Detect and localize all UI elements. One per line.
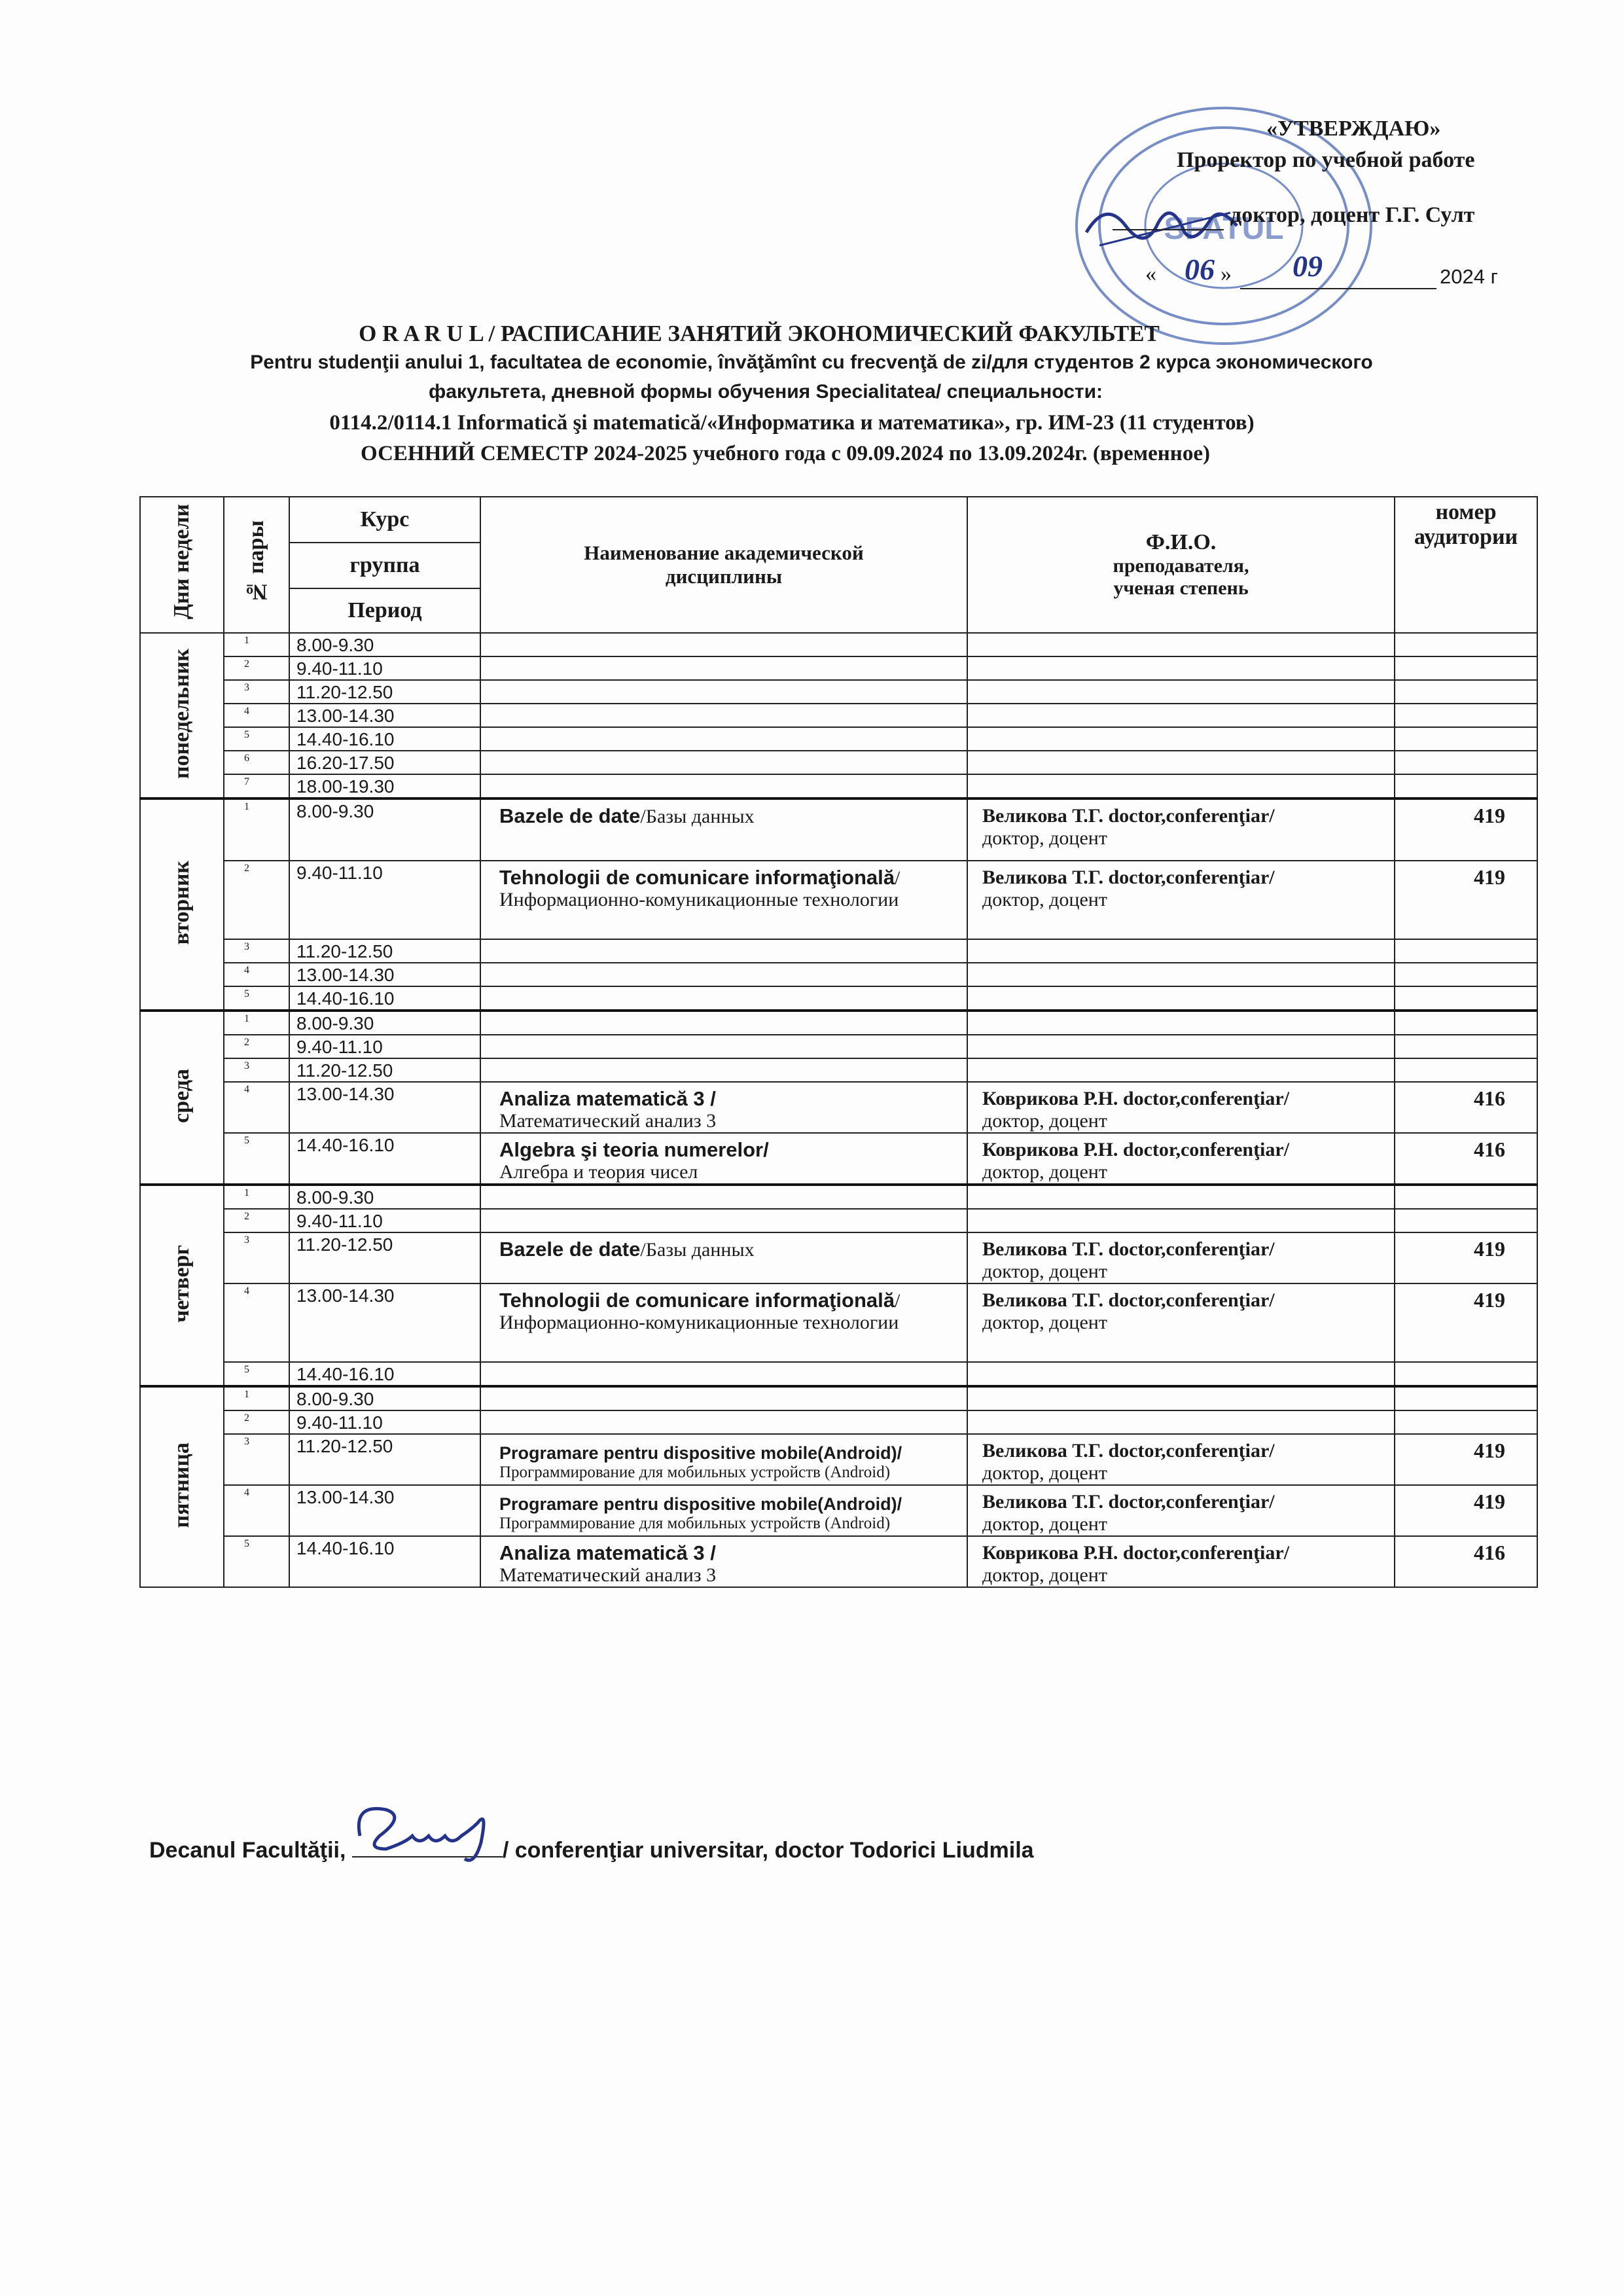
discipline-cell <box>480 861 967 939</box>
dean-signature <box>347 1797 517 1869</box>
teacher-cell <box>967 727 1395 751</box>
teacher-cell <box>967 1434 1395 1485</box>
day-cell <box>140 1011 224 1185</box>
table-row <box>140 1058 1537 1082</box>
pair-time: 14.40-16.10 <box>289 1362 480 1386</box>
day-cell <box>140 1386 224 1587</box>
table-row <box>140 1536 1537 1587</box>
teacher-degree: доктор, доцент <box>982 1110 1107 1132</box>
discipline-cell <box>480 1232 967 1283</box>
table-row <box>140 1082 1537 1133</box>
signature-underline <box>1113 229 1224 230</box>
pair-number: 2 <box>224 656 289 680</box>
teacher-cell <box>967 751 1395 774</box>
room-number: 419 <box>1395 798 1537 861</box>
pair-time: 9.40-11.10 <box>289 861 480 939</box>
room-number <box>1395 727 1537 751</box>
room-number <box>1395 1386 1537 1410</box>
approver-position: Проректор по учебной работе <box>1177 148 1475 172</box>
discipline-cell <box>480 680 967 704</box>
discipline-ro: Analiza matematică 3 / <box>499 1541 716 1564</box>
pair-time: 18.00-19.30 <box>289 774 480 798</box>
header-group: группа <box>289 543 480 588</box>
room-number: 419 <box>1395 861 1537 939</box>
schedule-table <box>139 496 1538 1588</box>
teacher-cell <box>967 1035 1395 1058</box>
table-row <box>140 1035 1537 1058</box>
teacher-cell <box>967 1185 1395 1209</box>
schedule-title: O R A R U L / РАСПИСАНИЕ ЗАНЯТИЙ ЭКОНОМИЧЕСКИЙ ФАКУЛЬТЕТ <box>359 321 1160 346</box>
discipline-ro: Bazele de date <box>499 1238 641 1261</box>
discipline-ro: Analiza matematică 3 / <box>499 1087 716 1110</box>
pair-time: 16.20-17.50 <box>289 751 480 774</box>
room-number <box>1395 1410 1537 1434</box>
room-number <box>1395 656 1537 680</box>
pair-number: 2 <box>224 1410 289 1434</box>
table-row <box>140 680 1537 704</box>
room-number: 419 <box>1395 1283 1537 1362</box>
pair-number: 1 <box>224 1185 289 1209</box>
teacher-name: Великова Т.Г. doctor,conferenţiar/ <box>982 1238 1275 1260</box>
table-row <box>140 751 1537 774</box>
discipline-cell <box>480 1485 967 1536</box>
discipline-cell <box>480 798 967 861</box>
discipline-ru: Базы данных <box>645 806 755 827</box>
table-row <box>140 1485 1537 1536</box>
discipline-ru: Математический анализ 3 <box>499 1564 717 1586</box>
discipline-ru: Информационно-комуникационные технологии <box>499 1312 899 1333</box>
table-row <box>140 633 1537 656</box>
pair-number: 2 <box>224 1035 289 1058</box>
table-row <box>140 1133 1537 1185</box>
room-number <box>1395 633 1537 656</box>
pair-number: 4 <box>224 1485 289 1536</box>
discipline-ru: Программирование для мобильных устройств (Android) <box>499 1515 891 1532</box>
pair-time: 13.00-14.30 <box>289 1283 480 1362</box>
pair-time: 8.00-9.30 <box>289 1011 480 1035</box>
dean-line <box>149 1838 1034 1863</box>
discipline-cell <box>480 1362 967 1386</box>
teacher-name: Коврикова Р.Н. doctor,conferenţiar/ <box>982 1542 1290 1564</box>
pair-number: 5 <box>224 986 289 1011</box>
discipline-cell <box>480 963 967 986</box>
pair-time: 8.00-9.30 <box>289 633 480 656</box>
room-number: 419 <box>1395 1232 1537 1283</box>
teacher-cell <box>967 1082 1395 1133</box>
discipline-ru: Математический анализ 3 <box>499 1110 717 1132</box>
table-row <box>140 656 1537 680</box>
table-row <box>140 1209 1537 1232</box>
date-day: 06 <box>1185 253 1215 286</box>
pair-number: 1 <box>224 1011 289 1035</box>
pair-number: 1 <box>224 1386 289 1410</box>
teacher-degree: доктор, доцент <box>982 1564 1107 1586</box>
pair-time: 14.40-16.10 <box>289 727 480 751</box>
pair-number: 2 <box>224 861 289 939</box>
discipline-separator: / <box>640 806 646 827</box>
teacher-name: Коврикова Р.Н. doctor,conferenţiar/ <box>982 1088 1290 1109</box>
room-number <box>1395 939 1537 963</box>
table-row <box>140 1185 1537 1209</box>
pair-time: 13.00-14.30 <box>289 704 480 727</box>
room-number <box>1395 751 1537 774</box>
day-cell <box>140 798 224 1011</box>
rector-signature <box>1080 187 1250 265</box>
pair-number: 4 <box>224 963 289 986</box>
pair-number: 1 <box>224 798 289 861</box>
day-name: вторник <box>169 861 194 945</box>
discipline-cell <box>480 986 967 1011</box>
day-name: пятница <box>169 1443 194 1528</box>
discipline-ro: Tehnologii de comunicare informaţională <box>499 866 895 889</box>
discipline-cell <box>480 751 967 774</box>
teacher-cell <box>967 1362 1395 1386</box>
pair-number: 5 <box>224 1133 289 1185</box>
header-room: номер аудитории <box>1395 497 1537 633</box>
pair-time: 8.00-9.30 <box>289 1185 480 1209</box>
discipline-separator: / <box>640 1239 646 1261</box>
teacher-cell <box>967 1133 1395 1185</box>
room-number <box>1395 1185 1537 1209</box>
teacher-cell <box>967 963 1395 986</box>
date-underline <box>1240 288 1436 289</box>
header-row <box>140 497 1537 543</box>
teacher-cell <box>967 633 1395 656</box>
discipline-cell <box>480 704 967 727</box>
discipline-ru: Информационно-комуникационные технологии <box>499 889 899 910</box>
room-number <box>1395 704 1537 727</box>
room-number: 416 <box>1395 1536 1537 1587</box>
day-cell <box>140 1185 224 1386</box>
date-open: « <box>1145 262 1156 286</box>
table-row <box>140 798 1537 861</box>
pair-number: 3 <box>224 939 289 963</box>
table-row <box>140 1283 1537 1362</box>
room-number <box>1395 1011 1537 1035</box>
table-row <box>140 727 1537 751</box>
header-period: Период <box>289 588 480 633</box>
pair-time: 13.00-14.30 <box>289 963 480 986</box>
dean-suffix: / conferenţiar universitar, doctor Todorici Liudmila <box>502 1838 1034 1863</box>
teacher-degree: доктор, доцент <box>982 889 1107 910</box>
date-month: 09 <box>1293 249 1323 283</box>
discipline-cell <box>480 1536 967 1587</box>
pair-number: 4 <box>224 1283 289 1362</box>
header-teacher-1: Ф.И.О. <box>1145 530 1217 554</box>
day-name: понедельник <box>169 649 194 779</box>
pair-number: 2 <box>224 1209 289 1232</box>
teacher-cell <box>967 1058 1395 1082</box>
pair-time: 9.40-11.10 <box>289 1209 480 1232</box>
discipline-cell <box>480 1185 967 1209</box>
teacher-cell <box>967 1536 1395 1587</box>
pair-time: 9.40-11.10 <box>289 1035 480 1058</box>
date-year: 2024 г <box>1440 265 1498 288</box>
teacher-name: Коврикова Р.Н. doctor,conferenţiar/ <box>982 1139 1290 1160</box>
teacher-degree: доктор, доцент <box>982 1161 1107 1183</box>
teacher-cell <box>967 704 1395 727</box>
teacher-cell <box>967 656 1395 680</box>
room-number <box>1395 1035 1537 1058</box>
header-pair-number: № пары <box>224 497 289 633</box>
room-number: 419 <box>1395 1485 1537 1536</box>
table-row <box>140 939 1537 963</box>
table-row <box>140 1410 1537 1434</box>
pair-time: 9.40-11.10 <box>289 656 480 680</box>
header-teacher <box>967 497 1395 633</box>
room-number <box>1395 680 1537 704</box>
dean-prefix: Decanul Facultăţii, <box>149 1838 346 1863</box>
pair-time: 11.20-12.50 <box>289 939 480 963</box>
discipline-cell <box>480 774 967 798</box>
discipline-cell <box>480 1082 967 1133</box>
pair-number: 5 <box>224 1362 289 1386</box>
approve-label: «УТВЕРЖДАЮ» <box>1266 117 1441 141</box>
teacher-name: Великова Т.Г. doctor,conferenţiar/ <box>982 1440 1275 1462</box>
discipline-cell <box>480 1386 967 1410</box>
teacher-cell <box>967 861 1395 939</box>
discipline-ru: Алгебра и теория чисел <box>499 1161 698 1183</box>
discipline-cell <box>480 1410 967 1434</box>
teacher-name: Великова Т.Г. doctor,conferenţiar/ <box>982 1289 1275 1311</box>
title-line-2: Pentru studenţii anului 1, facultatea de economie, învăţămînt cu frecvenţă de zi/для студентов 2 курса экономического <box>250 351 1373 373</box>
table-row <box>140 1362 1537 1386</box>
table-row <box>140 1011 1537 1035</box>
pair-number: 5 <box>224 727 289 751</box>
teacher-cell <box>967 798 1395 861</box>
discipline-cell <box>480 1058 967 1082</box>
discipline-ro: Programare pentru dispositive mobile(Android)/ <box>499 1443 902 1463</box>
pair-number: 5 <box>224 1536 289 1587</box>
table-row <box>140 1232 1537 1283</box>
discipline-separator: / <box>895 867 901 889</box>
pair-time: 13.00-14.30 <box>289 1485 480 1536</box>
title-line-5: ОСЕННИЙ СЕМЕСТР 2024-2025 учебного года с 09.09.2024 по 13.09.2024г. (временное) <box>361 442 1210 465</box>
title-line-3: факультета, дневной формы обучения Specialitatea/ специальности: <box>428 381 1103 403</box>
room-number <box>1395 1362 1537 1386</box>
stamp-inner-text: SFATUL <box>1164 211 1284 246</box>
teacher-name: Великова Т.Г. doctor,conferenţiar/ <box>982 867 1275 888</box>
teacher-cell <box>967 1283 1395 1362</box>
pair-time: 14.40-16.10 <box>289 1133 480 1185</box>
header-teacher-2: преподавателя, <box>1113 555 1249 577</box>
teacher-cell <box>967 1485 1395 1536</box>
pair-time: 11.20-12.50 <box>289 1434 480 1485</box>
discipline-cell <box>480 1133 967 1185</box>
pair-time: 11.20-12.50 <box>289 1232 480 1283</box>
teacher-degree: доктор, доцент <box>982 827 1107 849</box>
pair-time: 14.40-16.10 <box>289 1536 480 1587</box>
day-cell <box>140 633 224 798</box>
discipline-cell <box>480 656 967 680</box>
teacher-cell <box>967 774 1395 798</box>
teacher-cell <box>967 680 1395 704</box>
header-discipline: Наименование академической дисциплины <box>480 497 967 633</box>
discipline-ru: Базы данных <box>645 1239 755 1261</box>
teacher-degree: доктор, доцент <box>982 1462 1107 1484</box>
teacher-cell <box>967 1232 1395 1283</box>
table-row <box>140 1434 1537 1485</box>
day-name: среда <box>169 1069 194 1123</box>
teacher-cell <box>967 939 1395 963</box>
pair-number: 3 <box>224 1232 289 1283</box>
pair-time: 9.40-11.10 <box>289 1410 480 1434</box>
pair-time: 13.00-14.30 <box>289 1082 480 1133</box>
pair-number: 4 <box>224 704 289 727</box>
teacher-cell <box>967 1410 1395 1434</box>
teacher-cell <box>967 986 1395 1011</box>
pair-time: 11.20-12.50 <box>289 680 480 704</box>
header-teacher-3: ученая степень <box>1113 577 1249 599</box>
table-row <box>140 1386 1537 1410</box>
discipline-separator: / <box>895 1290 901 1312</box>
room-number: 419 <box>1395 1434 1537 1485</box>
discipline-ro: Tehnologii de comunicare informaţională <box>499 1289 895 1312</box>
discipline-cell <box>480 939 967 963</box>
pair-time: 11.20-12.50 <box>289 1058 480 1082</box>
pair-time: 8.00-9.30 <box>289 798 480 861</box>
pair-number: 4 <box>224 1082 289 1133</box>
table-row <box>140 861 1537 939</box>
pair-number: 3 <box>224 680 289 704</box>
discipline-ro: Algebra şi teoria numerelor/ <box>499 1138 769 1161</box>
header-days: Дни недели <box>140 497 224 633</box>
day-name: четверг <box>169 1245 194 1323</box>
room-number <box>1395 1058 1537 1082</box>
teacher-cell <box>967 1386 1395 1410</box>
pair-number: 1 <box>224 633 289 656</box>
table-row <box>140 986 1537 1011</box>
discipline-ro: Programare pentru dispositive mobile(Android)/ <box>499 1494 902 1514</box>
room-number <box>1395 774 1537 798</box>
date-close: » <box>1221 262 1232 286</box>
discipline-cell <box>480 727 967 751</box>
teacher-name: Великова Т.Г. doctor,conferenţiar/ <box>982 1491 1275 1513</box>
room-number: 416 <box>1395 1082 1537 1133</box>
discipline-cell <box>480 1283 967 1362</box>
room-number: 416 <box>1395 1133 1537 1185</box>
discipline-ru: Программирование для мобильных устройств (Android) <box>499 1463 891 1481</box>
pair-time: 8.00-9.30 <box>289 1386 480 1410</box>
room-number <box>1395 963 1537 986</box>
pair-number: 7 <box>224 774 289 798</box>
teacher-degree: доктор, доцент <box>982 1261 1107 1282</box>
approver-name: доктор, доцент Г.Г. Султ <box>1230 203 1475 227</box>
discipline-cell <box>480 1035 967 1058</box>
discipline-cell <box>480 633 967 656</box>
pair-number: 3 <box>224 1434 289 1485</box>
discipline-cell <box>480 1434 967 1485</box>
pair-number: 3 <box>224 1058 289 1082</box>
discipline-cell <box>480 1209 967 1232</box>
room-number <box>1395 986 1537 1011</box>
room-number <box>1395 1209 1537 1232</box>
table-row <box>140 704 1537 727</box>
pair-time: 14.40-16.10 <box>289 986 480 1011</box>
pair-number: 6 <box>224 751 289 774</box>
discipline-cell <box>480 1011 967 1035</box>
title-line-4: 0114.2/0114.1 Informatică şi matematică/«Информатика и математика», гр. ИМ-23 (11 студентов) <box>329 411 1255 435</box>
teacher-degree: доктор, доцент <box>982 1312 1107 1333</box>
table-row <box>140 774 1537 798</box>
schedule-body <box>140 497 1537 1587</box>
header-course: Курс <box>289 497 480 543</box>
teacher-degree: доктор, доцент <box>982 1513 1107 1535</box>
table-row <box>140 963 1537 986</box>
discipline-ro: Bazele de date <box>499 804 641 827</box>
teacher-cell <box>967 1209 1395 1232</box>
teacher-name: Великова Т.Г. doctor,conferenţiar/ <box>982 805 1275 827</box>
teacher-cell <box>967 1011 1395 1035</box>
